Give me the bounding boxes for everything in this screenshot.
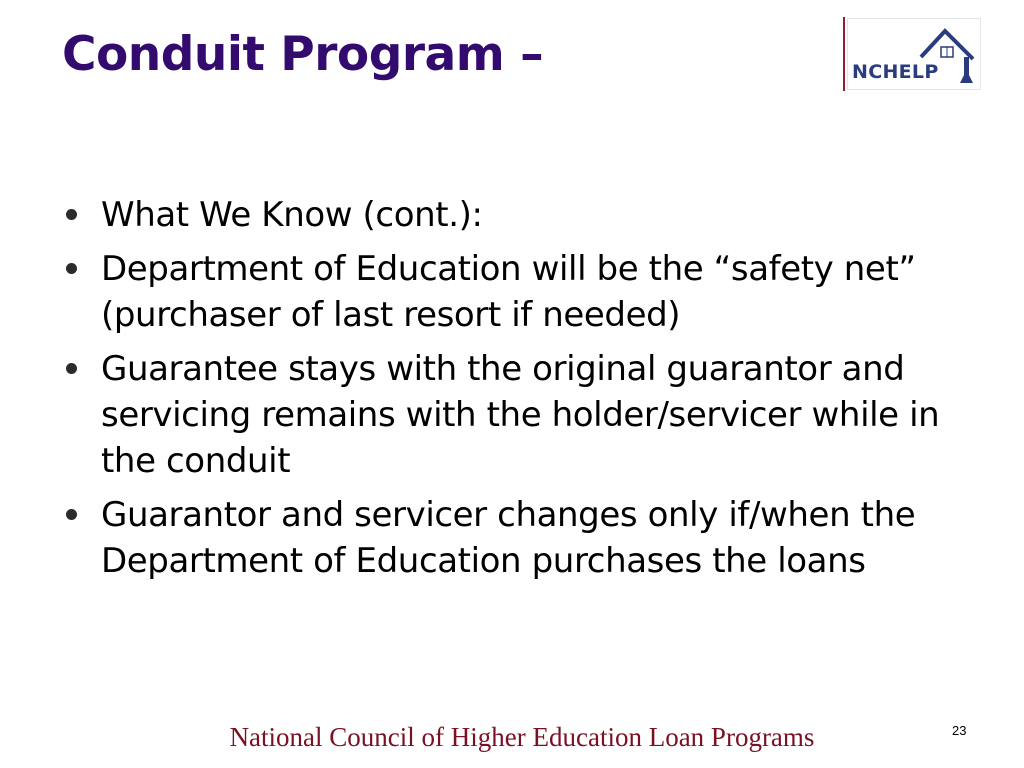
bullet-text: Guarantee stays with the original guarantor and servicing remains with the holder/servicer while in the conduit xyxy=(101,349,940,481)
bullet-item xyxy=(66,346,966,484)
slide-title: Conduit Program – xyxy=(62,27,544,82)
bullet-dot-icon xyxy=(66,209,77,220)
bullet-dot-icon xyxy=(66,509,77,520)
bullet-dot-icon xyxy=(66,263,77,274)
bullet-dot-icon xyxy=(66,363,77,374)
bullet-item xyxy=(66,246,966,338)
slide-footer: National Council of Higher Education Loan Programs xyxy=(229,722,815,752)
bullet-list xyxy=(66,192,966,592)
nchelp-logo xyxy=(843,17,981,91)
page-number: 23 xyxy=(952,723,967,738)
bullet-text: Department of Education will be the “safety net” (purchaser of last resort if needed) xyxy=(101,249,916,335)
bullet-item xyxy=(66,492,966,584)
bullet-item xyxy=(66,192,966,238)
bullet-text: Guarantor and servicer changes only if/when the Department of Education purchases the loans xyxy=(101,495,916,581)
bullet-text: What We Know (cont.): xyxy=(101,195,483,235)
logo-text: NCHELP xyxy=(852,61,939,83)
